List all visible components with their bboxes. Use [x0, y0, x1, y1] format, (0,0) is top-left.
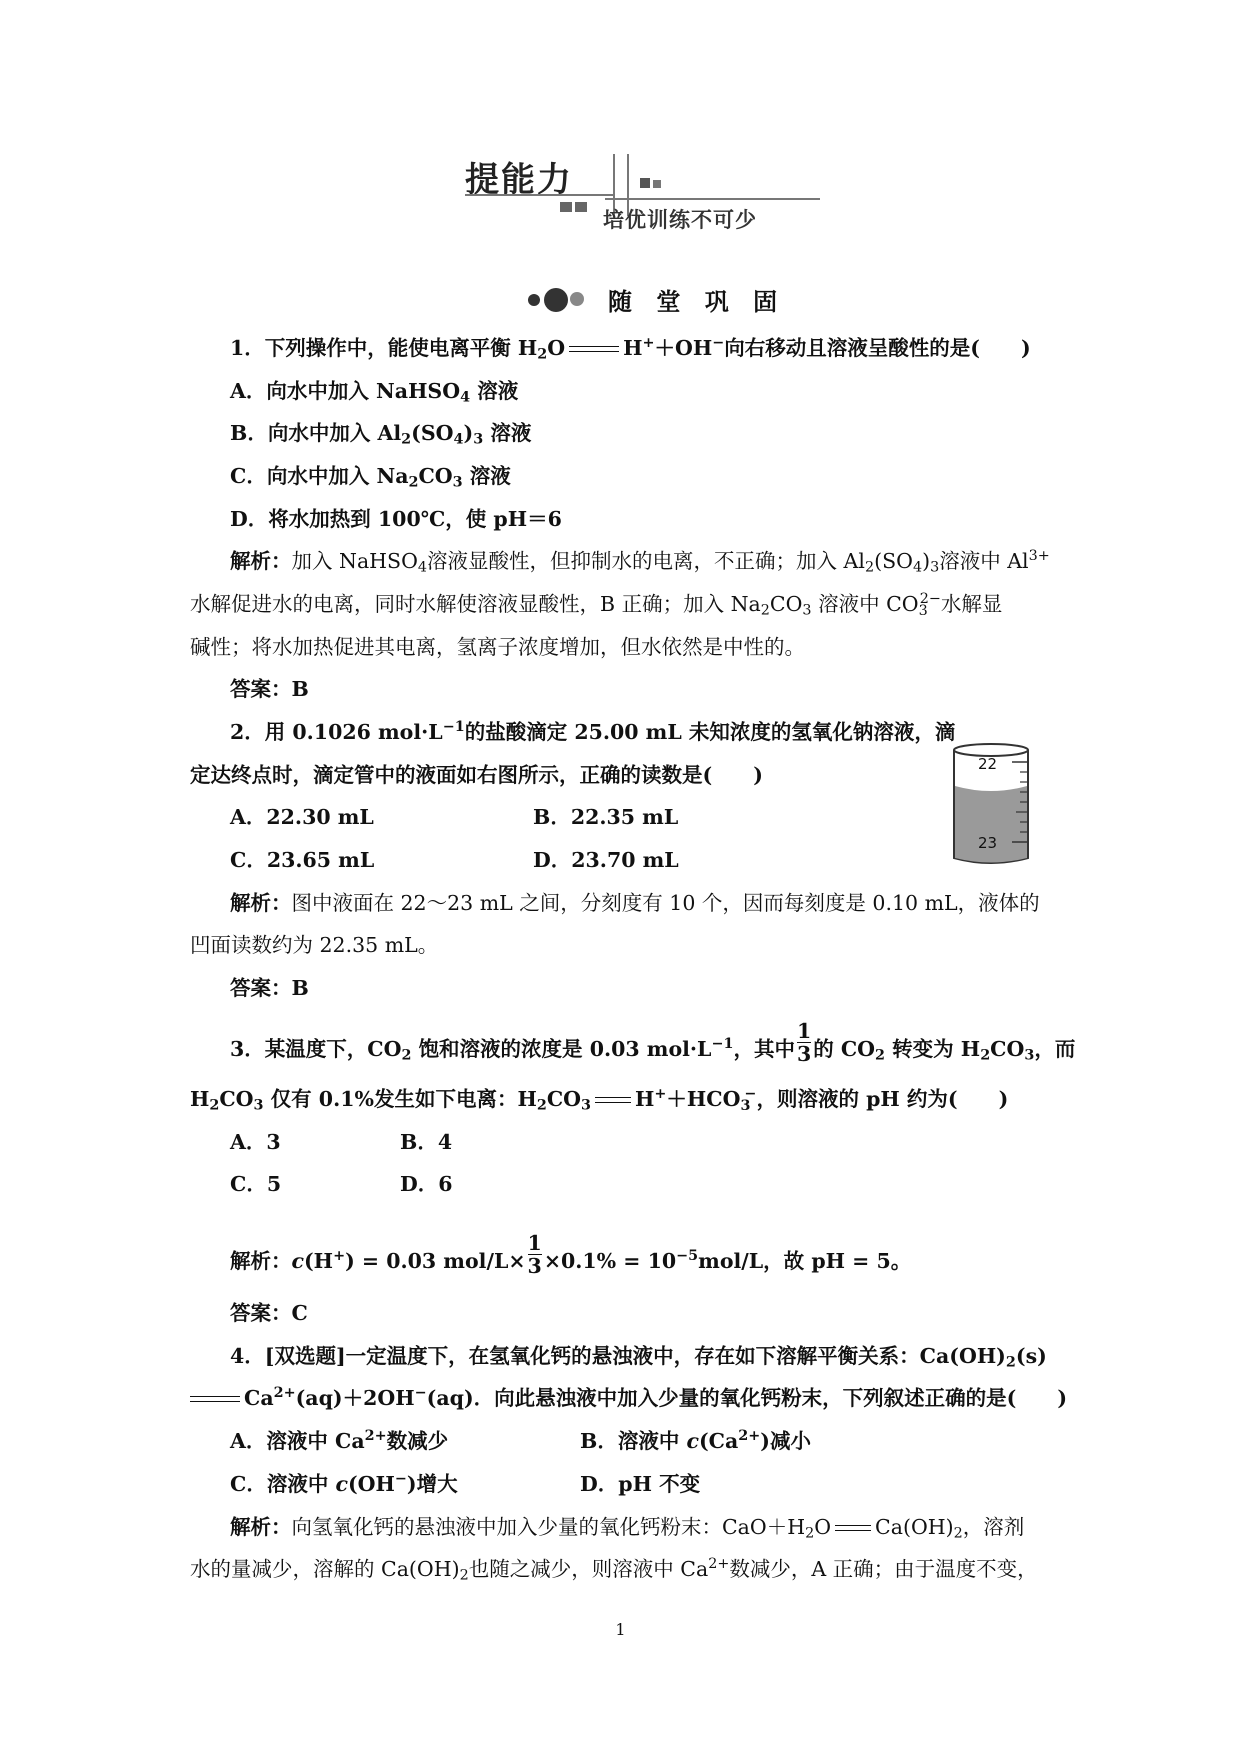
q3-stem-line1: 3．某温度下，$CO_2$ 饱和溶液的浓度是 0.03 $mol\cdot L^{-1}$，其中 $\frac{1}{3}$ 的 $CO_2$ 转变为 $H_2CO_3$，而 — [230, 1019, 1076, 1066]
equilibrium-arrow-icon — [595, 1094, 631, 1108]
q2-explanation-line1: 解析：图中液面在 22～23 mL 之间，分刻度有 10 个，因而每刻度是 0.10 mL，液体的 — [230, 891, 1040, 915]
q4-explanation-line1: 解析：向氢氧化钙的悬浊液中加入少量的氧化钙粉末：$CaO+H_2O$ $Ca(OH)_2$，溶剂 — [230, 1515, 1025, 1542]
banner-subtitle: 培优训练不可少 — [603, 208, 757, 232]
q3-option-c: C．5 — [230, 1172, 282, 1196]
q2-explanation-line2: 凹面读数约为 22.35 mL。 — [190, 933, 439, 957]
q4-option-b: B．溶液中 $c(Ca^{2+})$减小 — [580, 1428, 811, 1453]
banner-decoration-square — [640, 178, 650, 188]
bullet-dot-icon — [528, 294, 540, 306]
q3-option-b: B．4 — [400, 1130, 453, 1154]
burette-top-label: 22 — [978, 755, 998, 773]
bullet-dot-icon — [544, 288, 568, 312]
fraction-one-third: $\frac{1}{3}$ — [527, 1231, 542, 1278]
banner-rule — [465, 194, 615, 196]
banner-decoration-square — [560, 202, 572, 212]
page-number: 1 — [615, 1620, 626, 1639]
q1-explanation-line3: 碱性；将水加热促进其电离，氢离子浓度增加，但水依然是中性的。 — [190, 635, 805, 659]
section-title: 随 堂 巩 固 — [608, 288, 786, 316]
q3-explanation: 解析：c(H+) = 0.03 mol/L× $\frac{1}{3}$ $\times 0.1\% = 10^{-5}mol/L$，故 pH = 5。 — [230, 1231, 912, 1278]
q1-option-c: C．向水中加入 $Na_2CO_3$ 溶液 — [230, 464, 511, 491]
q2-stem-line2: 定达终点时，滴定管中的液面如右图所示，正确的读数是( ) — [190, 763, 763, 787]
q1-explanation-line1: 解析：加入 NaHSO$_4$溶液显酸性，但抑制水的电离，不正确；加入 $Al_2(SO_4)_3$溶液中 $Al^{3+}$ — [230, 548, 1050, 576]
q2-option-a: A．22.30 mL — [230, 805, 374, 829]
q1-option-d: D．将水加热到 100℃，使 pH＝6 — [230, 507, 562, 531]
q4-stem-line1: 4．[双选题]一定温度下，在氢氧化钙的悬浊液中，存在如下溶解平衡关系：$Ca(OH)_2(s)$ — [230, 1344, 1047, 1371]
q2-answer: 答案：B — [230, 976, 309, 1000]
equilibrium-arrow-icon — [190, 1393, 240, 1407]
q2-option-b: B．22.35 mL — [533, 805, 679, 829]
q2-stem-line1: 2．用 0.1026 $mol\cdot L^{-1}$的盐酸滴定 25.00 mL 未知浓度的氢氧化钠溶液，滴 — [230, 719, 956, 744]
q3-answer: 答案：C — [230, 1301, 308, 1325]
q1-explanation-line2: 水解促进水的电离，同时水解使溶液显酸性，B 正确；加入 $Na_2CO_3$ 溶液中 $CO_3^{2-}$水解显 — [190, 591, 1003, 619]
banner-title: 提能力 — [465, 160, 573, 200]
q4-stem-line2: $Ca^{2+}(aq)+2OH^-(aq)$．向此悬浊液中加入少量的氧化钙粉末，下列叙述正确的是( ) — [190, 1383, 1051, 1413]
section-banner — [465, 152, 825, 230]
burette-diagram — [950, 742, 1032, 866]
bullet-dot-icon — [570, 292, 584, 306]
q1-option-a: A．向水中加入 NaHSO$_4$ 溶液 — [230, 379, 519, 406]
q4-option-a: A．溶液中 $Ca^{2+}$数减少 — [230, 1428, 449, 1453]
q1-answer: 答案：B — [230, 677, 309, 701]
q4-option-d: D．pH 不变 — [580, 1472, 701, 1496]
equilibrium-arrow-icon — [569, 343, 619, 357]
fraction-one-third: $\frac{1}{3}$ — [796, 1019, 812, 1066]
q4-option-c: C．溶液中 c(OH−)增大 — [230, 1471, 458, 1496]
q2-option-c: C．23.65 mL — [230, 848, 375, 872]
burette-bottom-label: 23 — [978, 834, 998, 852]
banner-decoration-square — [653, 180, 661, 188]
q1-stem: 1．下列操作中，能使电离平衡 $H_2O$ H+＋OH−向右移动且溶液呈酸性的是( ) — [230, 335, 1031, 363]
q3-option-a: A．3 — [230, 1130, 281, 1154]
q3-stem-line2: $H_2CO_3$ 仅有 0.1%发生如下电离：$H_2CO_3$ $H^++HCO_3^-$，则溶液的 pH 约为( ) — [190, 1086, 1009, 1114]
banner-rule — [605, 198, 820, 200]
q2-option-d: D．23.70 mL — [533, 848, 679, 872]
equals-sign-icon — [835, 1522, 871, 1536]
q3-option-d: D．6 — [400, 1172, 453, 1196]
banner-decoration-square — [575, 202, 587, 212]
q4-explanation-line2: 水的量减少，溶解的 $Ca(OH)_2$也随之减少，则溶液中 $Ca^{2+}$数减少，A 正确；由于温度不变， — [190, 1556, 1038, 1584]
q1-option-b: B．向水中加入 $Al_2(SO_4)_3$ 溶液 — [230, 421, 532, 448]
